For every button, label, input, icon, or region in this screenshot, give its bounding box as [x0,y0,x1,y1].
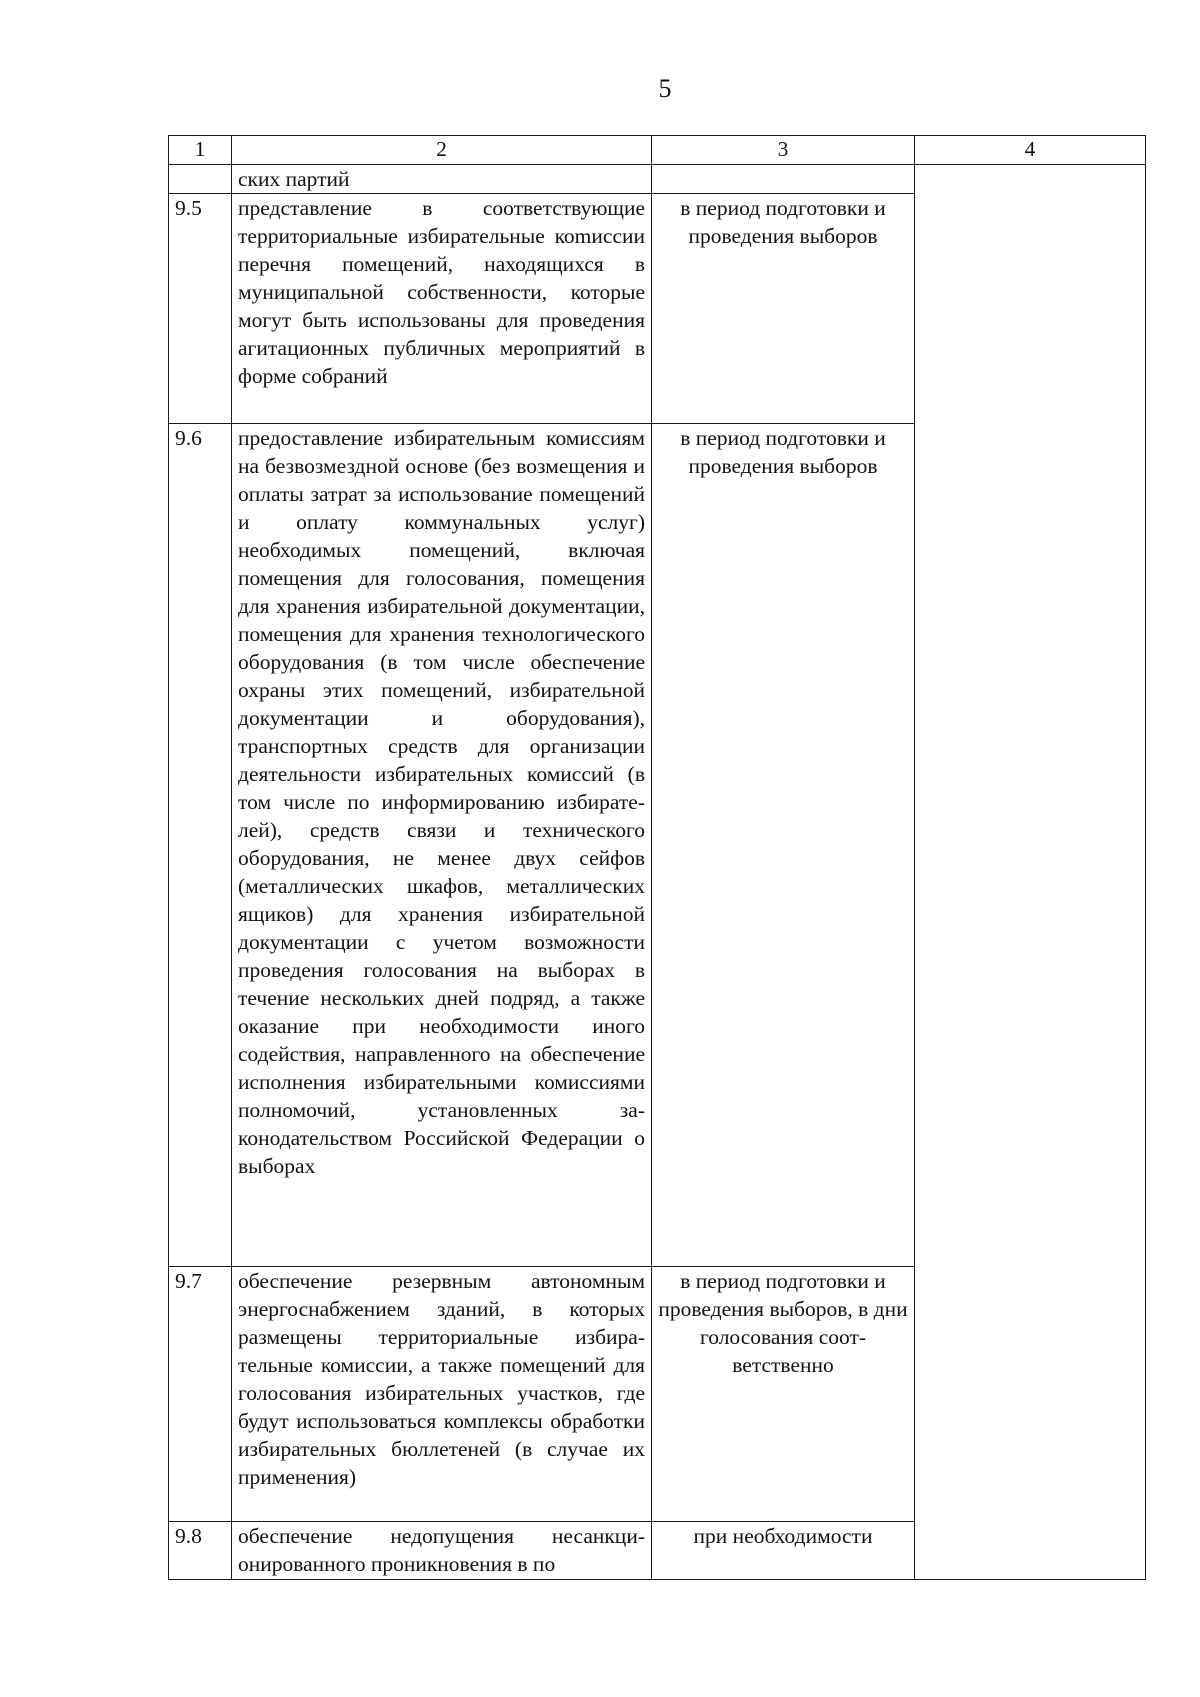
table-row-continuation [169,165,1146,194]
row-term [652,165,915,194]
row-text: обеспечение резервным автономным энергоснабжением зданий, в которых размещены территориальные избирательные комиссии, а также помещений для голосования избирательных участков, где будут использоваться комплексы обработки избирательных бюллетеней (в случае их применения) [232,1267,652,1522]
header-row [169,136,1146,165]
row-term: при необходимости [652,1522,915,1580]
column-header-1: 1 [169,136,232,165]
row-number: 9.6 [169,424,232,1267]
row-text: представление в соответствующие территориальные избирательные коmиссии перечня помещений, находящихся в муниципальной собственности, которые могут быть использованы для проведения агитационных публичных мероприятий в форме собраний [232,194,652,424]
column-header-2: 2 [232,136,652,165]
row-text: ских партий [232,165,652,194]
row-term: в период подготовки и проведения выборов [652,194,915,424]
row-number: 9.8 [169,1522,232,1580]
column-4-cell [915,165,1146,1580]
row-number: 9.7 [169,1267,232,1522]
row-text: предоставление избирательным комиссиям на безвозмездной основе (без возмещения и оплаты затрат за использование помещений и оплату коммунальных услуг) необходимых помещений, включая помещения для голосования, помещения для хранения избирательной документации, помещения для хранения технологического оборудования (в том числе обеспечение охраны этих помещений, избирательной документации и оборудования), транспортных средств для организации деятельности избирательных комиссий (в том числе по информированию избирателей), средств связи и технического оборудования, не менее двух сейфов (металлических шкафов, металлических ящиков) для хранения избирательной документации с учетом возможности проведения голосования на выборах в течение нескольких дней подряд, а также оказание при необходимости иного содействия, направленного на обеспечение исполнения избирательными комиссиями полномочий, установленных законодательством Российской Федерации о выборах [232,424,652,1267]
row-number [169,165,232,194]
row-number: 9.5 [169,194,232,424]
row-text: обеспечение недопущения несанкционированного проникновения в по [232,1522,652,1580]
column-header-3: 3 [652,136,915,165]
measures-table [168,135,1146,1580]
row-term: в период подготовки и проведения выборов [652,424,915,1267]
row-term: в период подготовки и проведения выборов, в дни голосования соответственно [652,1267,915,1522]
page-number: 5 [658,74,672,103]
column-header-4: 4 [915,136,1146,165]
